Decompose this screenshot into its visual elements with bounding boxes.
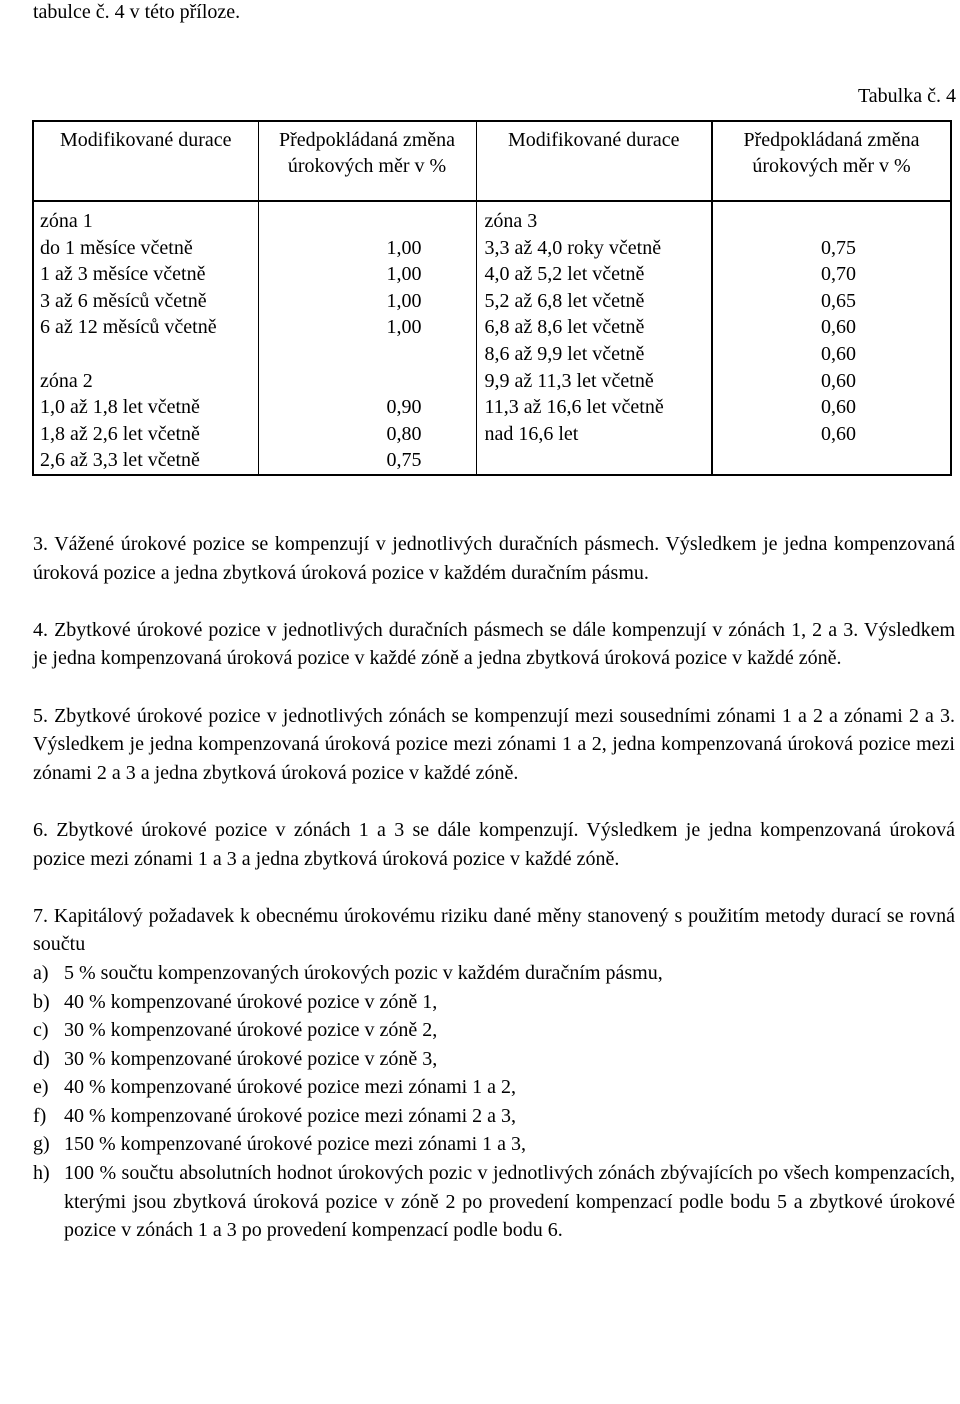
right-change-row: 0,70 [821,263,856,286]
right-duration-row: 5,2 až 6,8 let včetně [484,289,645,312]
left-duration-row: 2,6 až 3,3 let včetně [40,449,200,472]
left-change-row [259,341,476,368]
list-item [33,1102,955,1131]
right-change-row: 0,65 [821,289,856,312]
list-item [33,1045,955,1074]
list-item-text: 30 % kompenzované úrokové pozice v zóně 3, [64,1047,438,1070]
list-item-text: 30 % kompenzované úrokové pozice v zóně 2, [64,1019,438,1042]
left-change-row [259,368,476,395]
list-item [33,1016,955,1045]
paragraph-5: 5. Zbytkové úrokové pozice v jednotlivých zónách se kompenzují mezi sousedními zónami 1 a 2 a zónami 2 a 3. Výsledkem je jedna kompenzovaná úroková pozice mezi zónami 1 a 2, jedna kompenzovaná úroková pozice mezi zónami 2 a 3 a jedna zbytková úroková pozice v každé zóně. [33,704,955,784]
paragraph-3: 3. Vážené úrokové pozice se kompenzují v jednotlivých duračních pásmech. Výsledkem je jedna kompenzovaná úroková pozice a jedna zbytková úroková pozice v každém duračním pásmu. [33,533,955,584]
list-item-text: 40 % kompenzované úrokové pozice mezi zónami 1 a 2, [64,1076,517,1099]
list-item [33,1130,955,1159]
list-item [33,959,955,988]
list-item-label: b) [33,990,50,1013]
list-item-label: c) [33,1019,49,1042]
paragraph-7-items [33,959,955,1245]
right-change-row [713,208,950,235]
left-durations-column [33,201,258,475]
list-item-label: a) [33,961,49,984]
left-change-row: 1,00 [386,236,422,259]
right-duration-row: 4,0 až 5,2 let včetně [484,263,645,286]
right-duration-row: 3,3 až 4,0 roky včetně [484,236,662,259]
left-change-row: 0,80 [386,422,422,445]
header-change-left: Předpokládaná změna úrokových měr v % [258,121,476,201]
list-item-text: 150 % kompenzované úrokové pozice mezi zónami 1 a 3, [64,1133,527,1156]
right-duration-row: 11,3 až 16,6 let včetně [484,396,664,419]
left-duration-row: zóna 2 [40,369,93,392]
left-duration-row: zóna 1 [40,210,93,232]
list-item-text: 40 % kompenzované úrokové pozice v zóně 1, [64,990,438,1013]
left-duration-row: 1,8 až 2,6 let včetně [40,422,200,445]
left-duration-row: 1,0 až 1,8 let včetně [40,396,200,419]
left-duration-row: 3 až 6 měsíců včetně [40,289,207,312]
list-item-text: 40 % kompenzované úrokové pozice mezi zónami 2 a 3, [64,1104,517,1127]
left-duration-row: do 1 měsíce včetně [40,236,193,259]
left-duration-row [34,341,258,368]
intro-text: tabulce č. 4 v této příloze. [33,1,241,23]
right-change-row: 0,60 [821,342,856,365]
header-durations-right: Modifikované durace [476,121,712,201]
paragraph-6: 6. Zbytkové úrokové pozice v zónách 1 a 3 se dále kompenzují. Výsledkem je jedna kompenzovaná úroková pozice mezi zónami 1 a 3 a jedna zbytková úroková pozice v každé zóně. [33,818,955,870]
list-item [33,1159,955,1245]
list-item-label: g) [33,1133,50,1156]
list-item [33,1073,955,1102]
left-duration-row: 1 až 3 měsíce včetně [40,263,206,286]
header-change-right: Předpokládaná změna úrokových měr v % [712,121,951,201]
list-item-label: d) [33,1047,50,1070]
right-changes-column [712,201,951,475]
left-duration-row: 6 až 12 měsíců včetně [40,316,217,339]
list-item-label: f) [33,1104,47,1127]
header-durations-left: Modifikované durace [33,121,258,201]
duration-table [32,120,952,476]
left-change-row: 1,00 [386,289,422,312]
right-change-row: 0,60 [821,396,856,419]
left-change-row: 0,90 [386,396,422,419]
list-item-text: 5 % součtu kompenzovaných úrokových pozic v každém duračním pásmu, [64,961,663,984]
right-change-row: 0,75 [821,236,856,259]
right-change-row: 0,60 [821,369,856,392]
paragraphs [33,530,955,1245]
left-change-row: 1,00 [386,263,422,286]
paragraph-4: 4. Zbytkové úrokové pozice v jednotlivých duračních pásmech se dále kompenzují v zónách 1, 2 a 3. Výsledkem je jedna kompenzovaná úroková pozice v každé zóně a jedna zbytková úroková pozice v každé zóně. [33,618,955,670]
right-change-row: 0,60 [821,316,856,339]
list-item-label: h) [33,1162,50,1185]
right-durations-column [476,201,712,475]
list-item-text: 100 % součtu absolutních hodnot úrokových pozic v jednotlivých zónách zbývajících po všech kompenzacích, kterými jsou zbytková úroková pozice v zóně 2 po provedení kompenzací podle bodu 5 a zbytkové úrokové pozice v zónách 1 a 3 po provedení kompenzací podle bodu 6. [64,1162,955,1242]
right-duration-row: 9,9 až 11,3 let včetně [484,369,654,392]
right-duration-row: zóna 3 [484,210,538,232]
right-change-row: 0,60 [821,422,856,445]
right-duration-row: 6,8 až 8,6 let včetně [484,316,645,339]
left-change-row [259,208,476,235]
right-change-row [713,447,950,474]
right-duration-row: 8,6 až 9,9 let včetně [484,342,645,365]
paragraph-7-intro: 7. Kapitálový požadavek k obecnému úrokovému riziku dané měny stanovený s použitím metody durací se rovná součtu [33,904,955,956]
list-item-label: e) [33,1076,49,1099]
left-changes-column [258,201,476,475]
left-change-row: 1,00 [386,316,422,339]
right-duration-row: nad 16,6 let [484,422,579,445]
list-item [33,988,955,1017]
left-change-row: 0,75 [386,449,422,472]
right-duration-row [477,447,712,474]
table-caption: Tabulka č. 4 [857,85,956,107]
